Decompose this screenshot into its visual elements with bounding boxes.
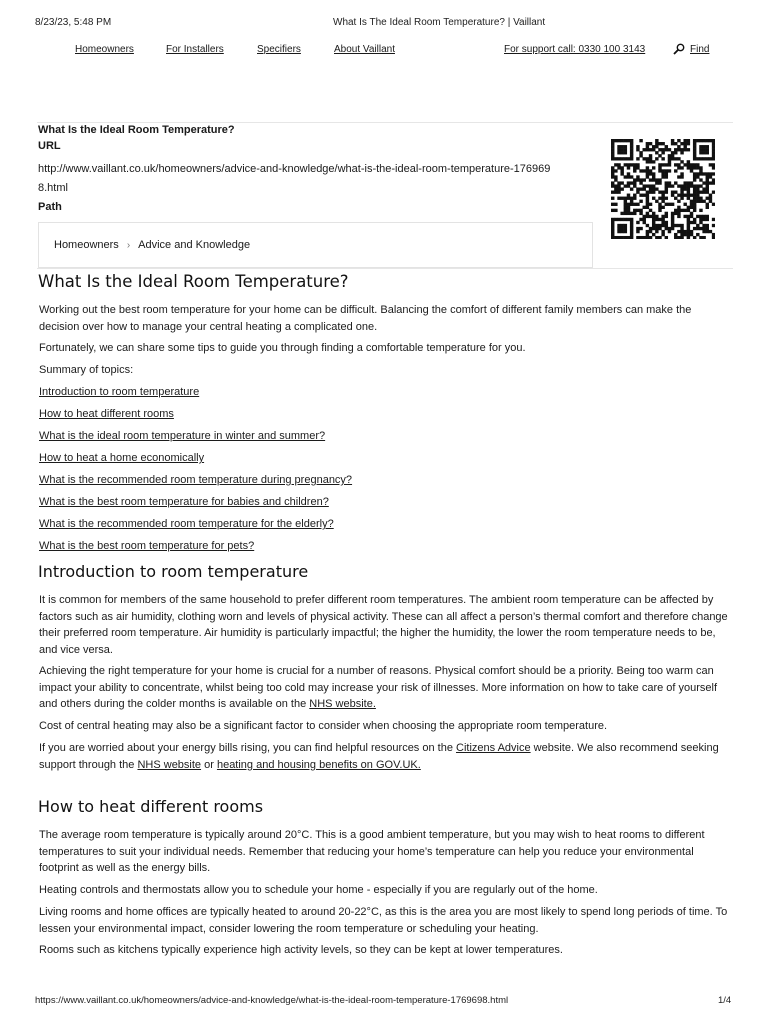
paragraph-text: Achieving the right temperature for your home is crucial for a number of reasons. Physical comfort should be a priority. Being too warm can impact your ability to concentrate, whilst being too cold may increase your risk of illnesses. More information on how to take care of yourself and others during the colder months is available on the: [39, 665, 718, 710]
toc-link[interactable]: What is the best room temperature for pets?: [39, 540, 255, 552]
summary-label: Summary of topics:: [39, 364, 134, 376]
print-datetime: 8/23/23, 5:48 PM: [35, 17, 112, 28]
section-paragraph: Living rooms and home offices are typically heated to around 20-22°C, as this is the area you are most likely to spend long periods of time. To lessen your environmental impact, consider lowering the room temperature or scheduling your heating.: [39, 906, 728, 935]
nav-about-link[interactable]: About Vaillant: [334, 44, 395, 55]
citizens-advice-link[interactable]: Citizens Advice: [456, 742, 531, 754]
url-label: URL: [38, 140, 61, 152]
section-paragraph: [39, 663, 734, 713]
section-paragraph: [39, 740, 734, 773]
section-paragraph: Rooms such as kitchens typically experience high activity levels, so they can be kept at lower temperatures.: [39, 944, 563, 956]
path-label: Path: [38, 201, 62, 213]
nav-homeowners-link[interactable]: Homeowners: [75, 44, 134, 55]
toc-link[interactable]: What is the recommended room temperature during pregnancy?: [39, 474, 353, 486]
page-number: 1/4: [718, 995, 732, 1006]
section-paragraph: Heating controls and thermostats allow you to schedule your home - especially if you are regularly out of the home.: [39, 884, 598, 896]
qr-code-image: [611, 139, 715, 239]
toc-link[interactable]: How to heat different rooms: [39, 408, 174, 420]
paragraph-text: If you are worried about your energy bills rising, you can find helpful resources on the: [39, 742, 457, 754]
support-phone-link[interactable]: For support call: 0330 100 3143: [504, 44, 646, 55]
section-paragraph: It is common for members of the same household to prefer different room temperatures. The ambient room temperature can be affected by factors such as air humidity, clothing worn and levels of physical activity. These can all affect a person’s thermal comfort and therefore change their preferred room temperature. Air humidity is particularly impactful; the higher the humidity, the lower the room temperature needs to be, and vice versa.: [39, 594, 728, 656]
paragraph-text: website. We also recommend seeking support through the: [39, 742, 719, 771]
toc-link[interactable]: How to heat a home economically: [39, 452, 205, 464]
print-footer-url: https://www.vaillant.co.uk/homeowners/advice-and-knowledge/what-is-the-ideal-room-temperature-1769698.html: [35, 995, 509, 1006]
breadcrumb-advice-link[interactable]: Advice and Knowledge: [138, 239, 251, 251]
paragraph-text: or: [201, 758, 217, 771]
toc-link[interactable]: What is the best room temperature for babies and children?: [39, 496, 329, 508]
nav-specifiers-link[interactable]: Specifiers: [257, 44, 301, 55]
section-paragraph: The average room temperature is typically around 20°C. This is a good ambient temperature, but you may wish to heat rooms to different temperatures to suit your individual needs. Remember that reducing your home’s temperature can help you reduce your environmental footprint as well as the energy bills.: [39, 829, 705, 874]
section-heading-heat-rooms: How to heat different rooms: [38, 797, 264, 816]
page-url: http://www.vaillant.co.uk/homeowners/advice-and-knowledge/what-is-the-ideal-room-temperature-1769698.html: [38, 163, 551, 194]
search-icon: [673, 43, 685, 55]
find-button[interactable]: [673, 43, 709, 55]
breadcrumb: [38, 222, 593, 268]
toc-link[interactable]: What is the recommended room temperature for the elderly?: [39, 518, 334, 530]
nhs-website-link[interactable]: NHS website: [137, 758, 202, 771]
toc-link[interactable]: Introduction to room temperature: [39, 386, 200, 398]
breadcrumb-homeowners-link[interactable]: Homeowners: [54, 239, 119, 251]
chevron-right-icon: ›: [126, 239, 131, 251]
meta-title: What Is the Ideal Room Temperature?: [38, 124, 235, 136]
intro-paragraph-2: Fortunately, we can share some tips to guide you through finding a comfortable temperature for you.: [39, 342, 526, 354]
topics-list: [39, 384, 352, 560]
section-paragraph: Cost of central heating may also be a significant factor to consider when choosing the appropriate room temperature.: [39, 720, 608, 732]
intro-paragraph: Working out the best room temperature for your home can be difficult. Balancing the comfort of different family members can make the decision over how to manage your central heating a complicated one.: [39, 304, 692, 333]
find-label: Find: [690, 43, 710, 55]
divider: [37, 268, 733, 269]
page-title: What Is the Ideal Room Temperature?: [38, 272, 349, 291]
divider: [37, 122, 733, 123]
toc-link[interactable]: What is the ideal room temperature in winter and summer?: [39, 430, 326, 442]
print-page-title: What Is The Ideal Room Temperature? | Vaillant: [333, 17, 546, 28]
section-heading-introduction: Introduction to room temperature: [38, 562, 309, 581]
nav-installers-link[interactable]: For Installers: [166, 44, 224, 55]
gov-uk-benefits-link[interactable]: heating and housing benefits on GOV.UK.: [216, 758, 421, 771]
nhs-website-link[interactable]: NHS website.: [309, 698, 376, 710]
